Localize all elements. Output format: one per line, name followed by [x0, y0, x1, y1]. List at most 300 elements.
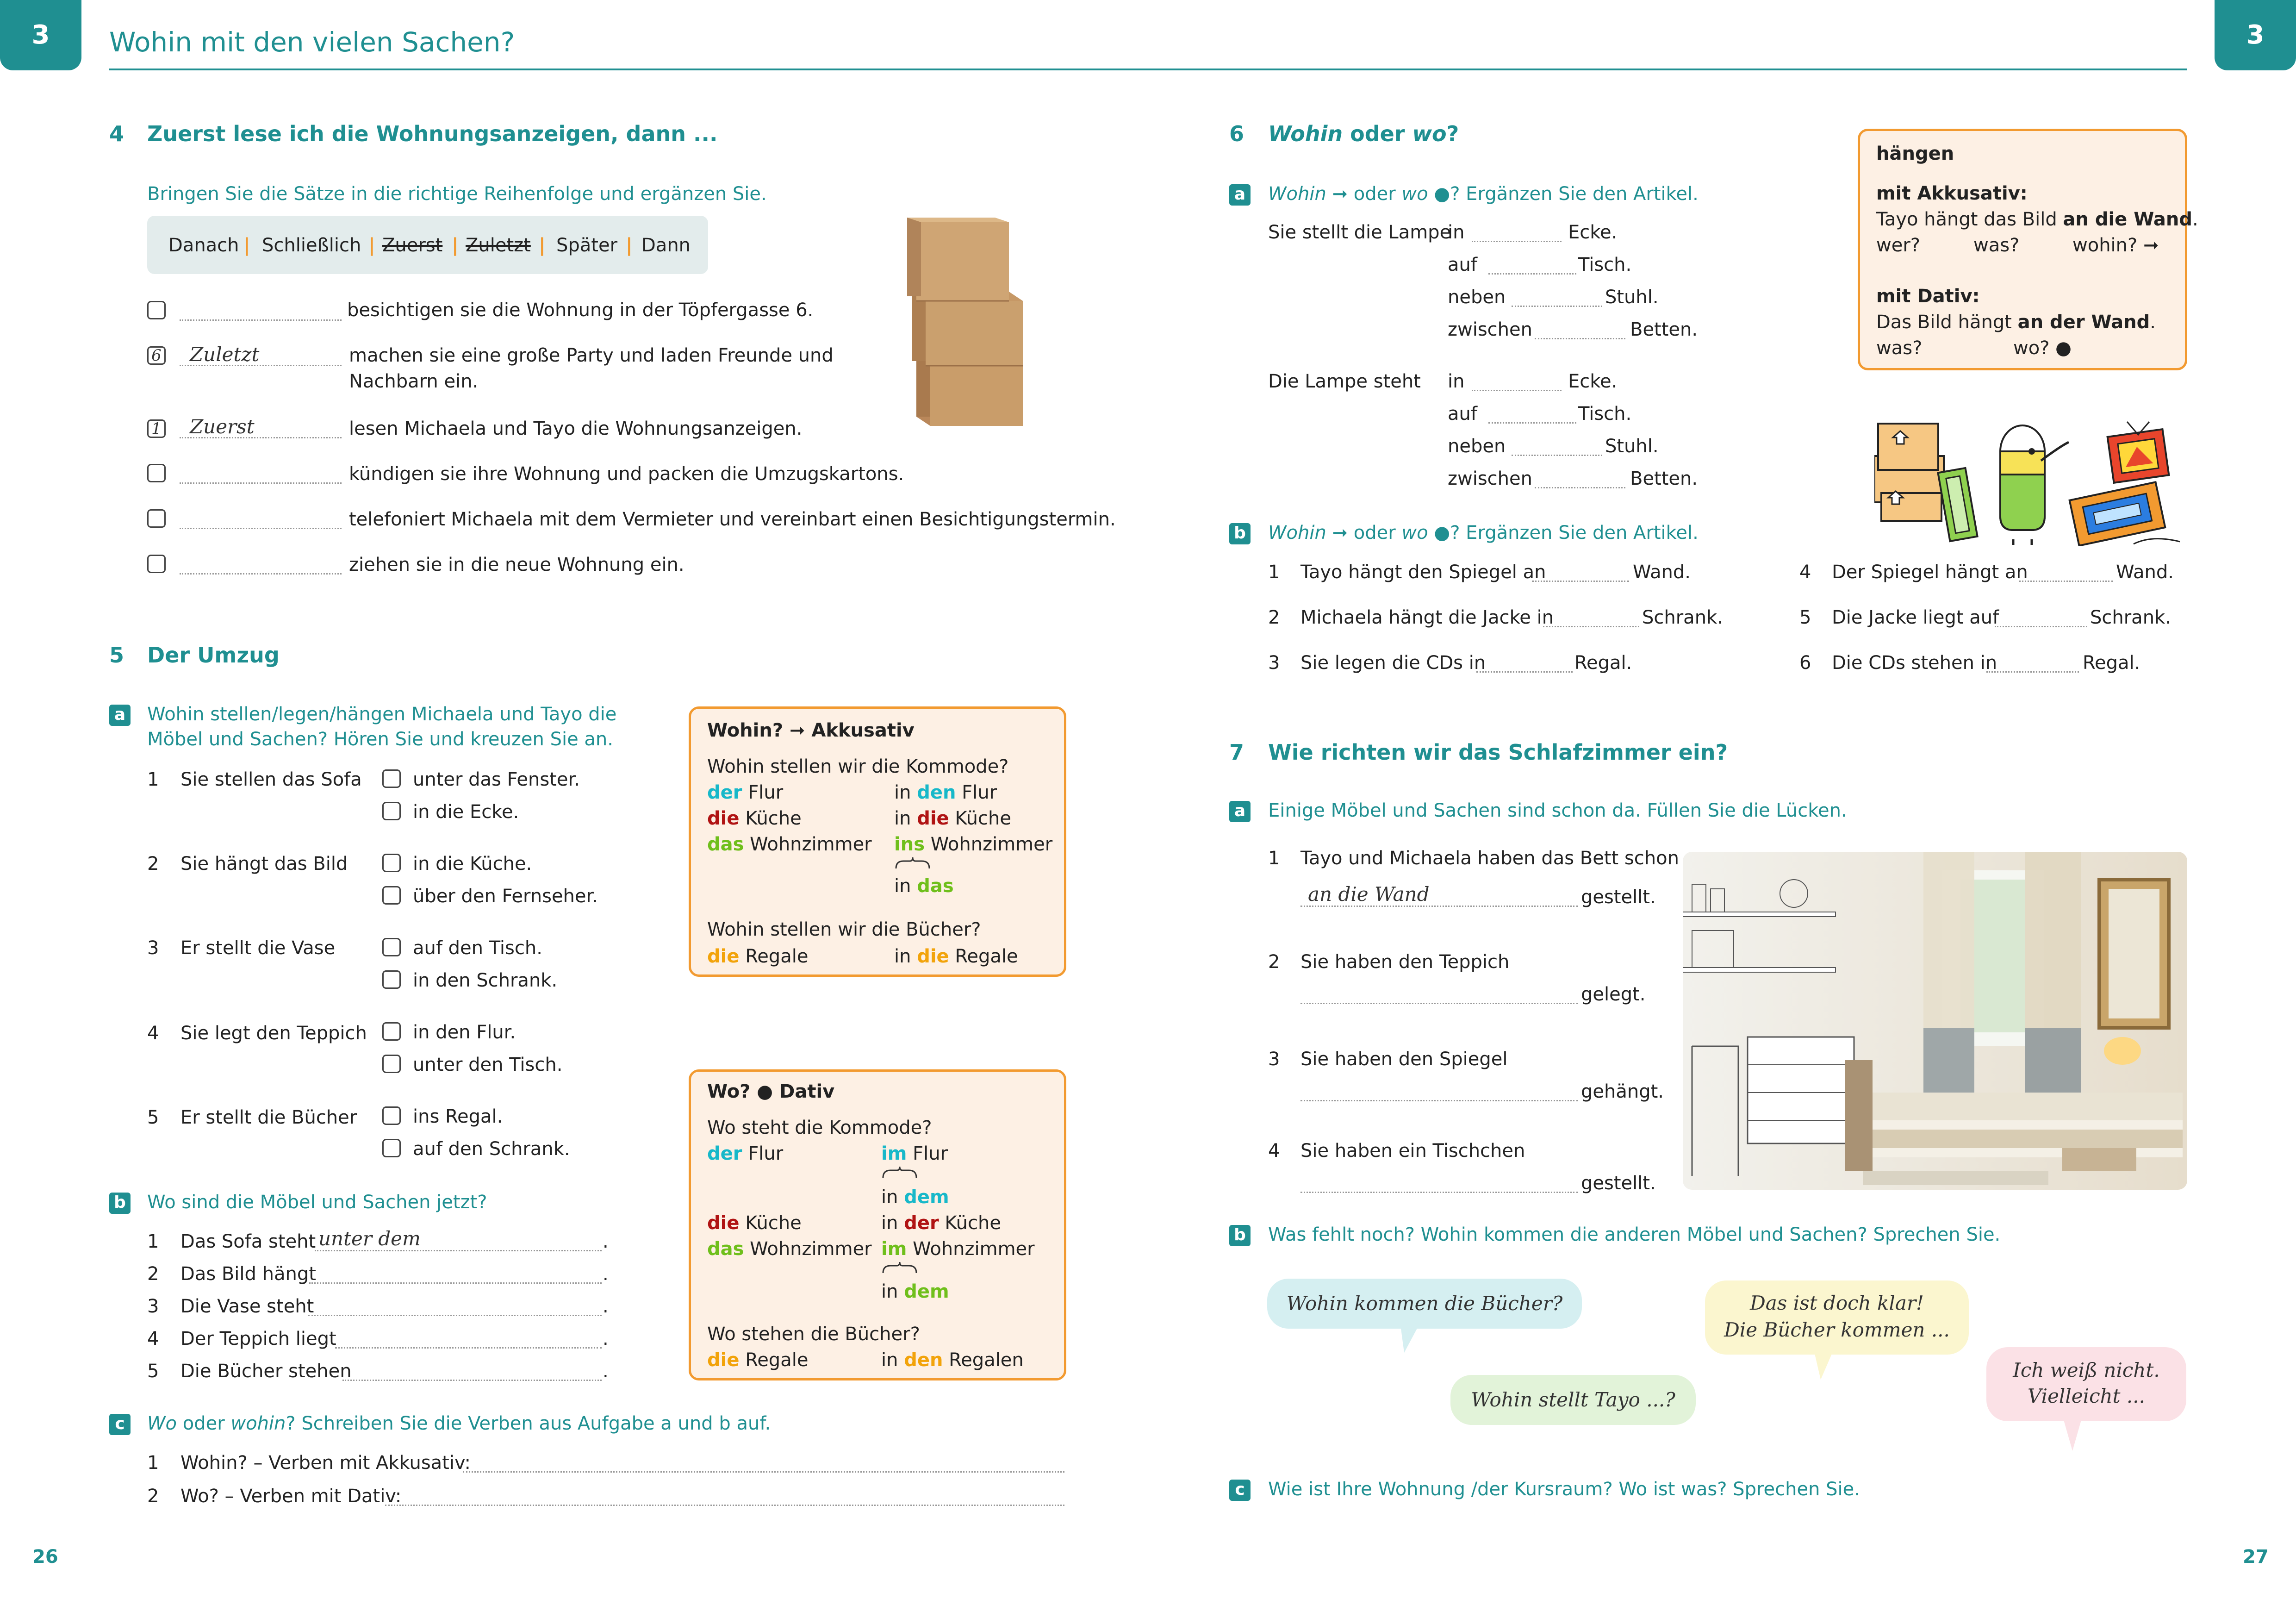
bubble-2-line-1: Das ist doch klar!: [1750, 1292, 1924, 1314]
article-den: den: [904, 1349, 943, 1371]
ex4-item-text: kündigen sie ihre Wohnung und packen die Umzugskartons.: [349, 463, 904, 485]
article-die: die: [707, 1212, 740, 1234]
noun: Stuhl.: [1605, 436, 1659, 457]
sentence-part: Tayo hängt das Bild: [1876, 209, 2063, 230]
ex5a-option: in die Ecke.: [413, 801, 519, 823]
ex5b-handwritten-answer: unter dem: [318, 1227, 421, 1250]
dat-question-1: Wo steht die Kommode?: [707, 1117, 932, 1138]
badge-a: a: [1229, 801, 1251, 822]
word-sep: |: [243, 235, 250, 256]
prep: in: [1448, 222, 1465, 243]
page-number-right: 27: [2243, 1546, 2269, 1568]
option-checkbox[interactable]: [382, 970, 401, 989]
noun: Flur: [742, 782, 784, 803]
noun: Ecke.: [1568, 371, 1618, 392]
dat-wo: wo? ●: [2013, 337, 2072, 359]
badge-a: a: [1229, 184, 1251, 206]
option-checkbox[interactable]: [382, 1139, 401, 1157]
prep: in: [894, 808, 917, 829]
badge-b: b: [1229, 523, 1251, 544]
order-checkbox[interactable]: [147, 509, 166, 528]
article-den: den: [917, 782, 956, 803]
ex7c-instruction: Wie ist Ihre Wohnung /der Kursraum? Wo ist was? Sprechen Sie.: [1268, 1479, 1860, 1500]
ex6b-end: Schrank.: [1642, 607, 1723, 628]
answer-line[interactable]: [180, 528, 342, 529]
ex5b-text: Das Bild hängt: [180, 1263, 316, 1285]
noun: Tisch.: [1578, 403, 1632, 425]
haengen-akk-sentence: [1876, 207, 2198, 231]
dat-row-1-right: [881, 1142, 948, 1166]
article-dem: dem: [904, 1281, 949, 1302]
article-der: der: [707, 1143, 742, 1164]
badge-b: b: [109, 1193, 131, 1214]
answer-line[interactable]: [308, 1315, 602, 1316]
option-checkbox[interactable]: [382, 1106, 401, 1125]
option-checkbox[interactable]: [382, 1055, 401, 1073]
noun: Regale: [949, 946, 1018, 967]
akk-plural-right: [894, 944, 1018, 968]
ex5a-item-text: Sie stellen das Sofa: [180, 769, 362, 790]
sentence-part: Das Bild hängt: [1876, 312, 2018, 333]
answer-line[interactable]: [385, 1505, 1064, 1506]
word-zuletzt-struck: Zuletzt: [466, 235, 531, 256]
noun: Küche: [739, 808, 802, 829]
ex5b-text: Der Teppich liegt: [180, 1328, 336, 1349]
dat-question-2: Wo stehen die Bücher?: [707, 1324, 920, 1345]
ex5a-item-num: 5: [147, 1107, 159, 1128]
option-checkbox[interactable]: [382, 938, 401, 956]
akk-expansion: [894, 874, 954, 898]
answer-line[interactable]: [1532, 581, 1629, 582]
chapter-tab-left: 3: [0, 0, 81, 70]
period: .: [603, 1328, 609, 1349]
instruction-rest: ●? Ergänzen Sie den Artikel.: [1428, 183, 1699, 205]
ex7a-num: 3: [1268, 1049, 1280, 1070]
answer-line[interactable]: [315, 1250, 602, 1251]
ex7a-end: gestellt.: [1581, 1173, 1656, 1194]
noun: Ecke.: [1568, 222, 1618, 243]
article-die-plural: die: [707, 946, 740, 967]
ex6a-sentence-2: Die Lampe steht: [1268, 371, 1421, 392]
akk-was: was?: [1973, 235, 2020, 256]
noun: Küche: [939, 1212, 1001, 1234]
answer-line[interactable]: [1512, 306, 1602, 307]
answer-line[interactable]: [309, 1282, 602, 1284]
noun: Flur: [956, 782, 997, 803]
ex6b-end: Wand.: [1633, 562, 1691, 583]
article-die: die: [707, 808, 740, 829]
ex5a-item-text: Sie hängt das Bild: [180, 853, 348, 874]
prep: in: [881, 1349, 904, 1371]
prep: in: [894, 875, 917, 897]
ex6b-end: Schrank.: [2090, 607, 2171, 628]
ex5b-text: Die Bücher stehen: [180, 1361, 352, 1382]
brace-icon: [881, 1261, 918, 1275]
ex5a-option: unter den Tisch.: [413, 1054, 563, 1075]
ex4-number: 4: [109, 121, 124, 146]
article-der: der: [707, 782, 742, 803]
ex5a-option: auf den Tisch.: [413, 937, 542, 959]
prep: in: [894, 946, 917, 967]
haengen-dat-title: mit Dativ:: [1876, 286, 1980, 307]
ex5a-instruction-2: Möbel und Sachen? Hören Sie und kreuzen Sie an.: [147, 729, 613, 750]
prep: in: [881, 1187, 904, 1208]
dat-was: was?: [1876, 337, 1923, 359]
ex4-item-text-cont: Nachbarn ein.: [349, 371, 479, 392]
speech-bubble-3: Wohin stellt Tayo ...?: [1450, 1375, 1696, 1425]
ex6b-text: Michaela hängt die Jacke in: [1300, 607, 1554, 628]
prep: auf: [1448, 403, 1477, 425]
ex7-number: 7: [1229, 740, 1244, 765]
ex4-title: Zuerst lese ich die Wohnungsanzeigen, dann ...: [147, 121, 718, 146]
dat-row-2-left: [707, 1211, 802, 1235]
option-checkbox[interactable]: [382, 1022, 401, 1041]
answer-line[interactable]: [1300, 1192, 1578, 1193]
bubble-4-line-1: Ich weiß nicht.: [2013, 1359, 2160, 1381]
ex5a-option: unter das Fenster.: [413, 769, 580, 790]
answer-line[interactable]: [342, 1380, 602, 1381]
bedroom-photo: [1683, 852, 2187, 1190]
option-checkbox[interactable]: [382, 802, 401, 820]
ex7a-text: Tayo und Michaela haben das Bett schon: [1300, 848, 1679, 869]
ex5c-instruction: [147, 1411, 771, 1436]
bubble-tail: [1814, 1352, 1833, 1380]
ex7a-text: Sie haben ein Tischchen: [1300, 1140, 1525, 1162]
ex5c-num: 2: [147, 1486, 159, 1507]
word-wohin: wohin: [230, 1413, 286, 1434]
answer-line[interactable]: [1300, 906, 1578, 907]
article-der: der: [904, 1212, 939, 1234]
ex7a-end: gestellt.: [1581, 887, 1656, 908]
dat-plural-left: [707, 1348, 808, 1372]
article-dem: dem: [904, 1187, 949, 1208]
word-wohin: Wohin: [1268, 183, 1326, 205]
noun: Tisch.: [1578, 254, 1632, 275]
period: .: [603, 1361, 609, 1382]
sentence-emph: an der Wand: [2017, 312, 2150, 333]
word-oder: oder: [1343, 121, 1412, 146]
contraction-ins: ins: [894, 834, 925, 855]
noun: Regale: [739, 1349, 809, 1371]
answer-line[interactable]: [1472, 390, 1562, 391]
answer-line[interactable]: [1300, 1100, 1578, 1101]
bubble-tail: [2063, 1418, 2082, 1451]
ex6b-end: Wand.: [2116, 562, 2174, 583]
word-danach: Danach: [168, 235, 239, 256]
haengen-title: hängen: [1876, 143, 1954, 164]
speech-bubble-2: [1705, 1280, 1969, 1355]
ex6b-num: 2: [1268, 607, 1280, 628]
answer-line[interactable]: [2019, 581, 2113, 582]
badge-c: c: [109, 1414, 131, 1435]
akk-question-1: Wohin stellen wir die Kommode?: [707, 756, 1009, 777]
option-checkbox[interactable]: [382, 886, 401, 905]
word-dann: Dann: [641, 235, 691, 256]
question-mark: ?: [1446, 121, 1459, 146]
article-die: die: [917, 808, 949, 829]
contraction-im: im: [881, 1143, 907, 1164]
ex5a-item-text: Er stellt die Vase: [180, 937, 336, 959]
ex6-number: 6: [1229, 121, 1244, 146]
dat-row-1-left: [707, 1142, 783, 1166]
dat-expansion-1: [881, 1185, 949, 1209]
ex5a-option: in die Küche.: [413, 853, 532, 874]
period: .: [2150, 312, 2156, 333]
word-wohin: Wohin: [1268, 121, 1343, 146]
bubble-4-line-2: Vielleicht ...: [2028, 1385, 2145, 1407]
noun: Wohnzimmer: [907, 1238, 1035, 1260]
noun: Flur: [742, 1143, 784, 1164]
ex4-item-text: machen sie eine große Party und laden Freunde und: [349, 345, 834, 366]
prep: neben: [1448, 287, 1506, 308]
ex5c-text: Wo? – Verben mit Dativ:: [180, 1486, 402, 1507]
ex6b-text: Die CDs stehen in: [1832, 652, 1997, 674]
noun: Stuhl.: [1605, 287, 1659, 308]
noun: Flur: [907, 1143, 948, 1164]
ex6b-text: Tayo hängt den Spiegel an: [1300, 562, 1546, 583]
ex7a-num: 2: [1268, 951, 1280, 973]
prep: in: [881, 1281, 904, 1302]
answer-line[interactable]: [1986, 671, 2079, 673]
ex6b-end: Regal.: [2083, 652, 2140, 674]
word-sep: |: [626, 235, 633, 256]
ex5-number: 5: [109, 643, 124, 668]
word-wo: wo: [1401, 183, 1428, 205]
ex5b-text: Die Vase steht: [180, 1296, 314, 1317]
answer-line[interactable]: [1488, 273, 1576, 275]
ex4-instruction: Bringen Sie die Sätze in die richtige Reihenfolge und ergänzen Sie.: [147, 183, 767, 205]
dat-expansion-3: [881, 1280, 949, 1304]
ex5b-num: 3: [147, 1296, 159, 1317]
article-die-plural: die: [917, 946, 949, 967]
ex7a-end: gelegt.: [1581, 984, 1646, 1005]
answer-line[interactable]: [1995, 626, 2087, 627]
noun: Wohnzimmer: [925, 834, 1053, 855]
ex5b-num: 1: [147, 1231, 159, 1252]
prep: in: [1448, 371, 1465, 392]
noun: Regalen: [943, 1349, 1024, 1371]
instruction-mid: ➞ oder: [1326, 183, 1402, 205]
answer-line[interactable]: [1476, 671, 1573, 673]
ex6b-num: 4: [1799, 562, 1811, 583]
ex6b-text: Sie legen die CDs in: [1300, 652, 1486, 674]
noun: Wohnzimmer: [744, 834, 872, 855]
answer-line[interactable]: [463, 1471, 1064, 1473]
option-checkbox[interactable]: [382, 854, 401, 872]
ex5a-item-num: 2: [147, 853, 159, 874]
brace-icon: [894, 856, 931, 870]
dat-title: Wo? ● Dativ: [707, 1081, 835, 1102]
ex6a-sentence-1: Sie stellt die Lampe: [1268, 222, 1451, 243]
word-wo: wo: [1401, 522, 1428, 543]
akk-row-2-right: [894, 806, 1011, 831]
ex6b-instruction: [1268, 520, 1699, 545]
prep: zwischen: [1448, 468, 1532, 489]
ex4-handwritten-answer: Zuletzt: [190, 343, 260, 366]
ex7a-num: 1: [1268, 848, 1280, 869]
ex5a-option: auf den Schrank.: [413, 1138, 570, 1160]
answer-line[interactable]: [1535, 338, 1625, 339]
sentence-emph: an die Wand: [2063, 209, 2193, 230]
word-sep: |: [539, 235, 546, 256]
option-checkbox[interactable]: [382, 769, 401, 788]
ex5b-num: 2: [147, 1263, 159, 1285]
akk-question-2: Wohin stellen wir die Bücher?: [707, 919, 981, 940]
ex6-title: [1268, 121, 1459, 146]
ex5a-item-num: 3: [147, 937, 159, 959]
akk-title: Wohin? ➞ Akkusativ: [707, 720, 915, 741]
akk-wer: wer?: [1876, 235, 1920, 256]
article-das: das: [707, 834, 744, 855]
ex5c-text: Wohin? – Verben mit Akkusativ:: [180, 1452, 471, 1474]
ex6b-end: Regal.: [1574, 652, 1632, 674]
ex6b-text: Der Spiegel hängt an: [1832, 562, 2028, 583]
tayo-hanging-picture-illustration: [1874, 419, 2184, 546]
ex7a-handwritten-answer: an die Wand: [1308, 883, 1430, 906]
noun: Betten.: [1630, 319, 1698, 340]
dat-row-3-right: [881, 1237, 1035, 1261]
order-checkbox[interactable]: 1: [147, 419, 166, 438]
ex5-title: Der Umzug: [147, 643, 280, 668]
noun: Regale: [739, 946, 809, 967]
ex5a-option: über den Fernseher.: [413, 886, 598, 907]
answer-line[interactable]: [1543, 626, 1639, 627]
speech-bubble-1: Wohin kommen die Bücher?: [1267, 1279, 1582, 1329]
order-checkbox[interactable]: 6: [147, 346, 166, 365]
article-das: das: [917, 875, 954, 897]
dat-row-2-right: [881, 1211, 1001, 1235]
article-das: das: [707, 1238, 744, 1260]
order-checkbox[interactable]: [147, 464, 166, 482]
prep: neben: [1448, 436, 1506, 457]
akk-row-1-right: [894, 781, 997, 805]
ex7a-text: Sie haben den Spiegel: [1300, 1049, 1508, 1070]
answer-line[interactable]: [1472, 241, 1562, 242]
ex5a-option: in den Flur.: [413, 1022, 516, 1043]
ex6b-num: 6: [1799, 652, 1811, 674]
dat-row-3-left: [707, 1237, 872, 1261]
answer-line[interactable]: [335, 1347, 602, 1349]
instruction-rest: ●? Ergänzen Sie den Artikel.: [1428, 522, 1699, 543]
order-checkbox[interactable]: [147, 301, 166, 319]
speech-bubble-4: [1986, 1347, 2186, 1421]
word-spaeter: Später: [556, 235, 618, 256]
order-checkbox[interactable]: [147, 555, 166, 573]
answer-line[interactable]: [180, 319, 342, 321]
brace-icon: [881, 1166, 918, 1180]
badge-a: a: [109, 705, 131, 726]
ex6b-text: Die Jacke liegt auf: [1832, 607, 1999, 628]
answer-line[interactable]: [1535, 487, 1625, 488]
prep: auf: [1448, 254, 1477, 275]
ex5a-item-text: Er stellt die Bücher: [180, 1107, 357, 1128]
akk-wohin: wohin? ➞: [2072, 235, 2159, 256]
ex5a-option: in den Schrank.: [413, 970, 558, 991]
cardboard-boxes-illustration: [902, 213, 1041, 431]
prep: in: [894, 782, 917, 803]
ex7-title: Wie richten wir das Schlafzimmer ein?: [1268, 740, 1728, 765]
ex7b-instruction: Was fehlt noch? Wohin kommen die anderen Möbel und Sachen? Sprechen Sie.: [1268, 1224, 2001, 1245]
bubble-tail: [1400, 1325, 1419, 1353]
ex4-item-text: telefoniert Michaela mit dem Vermieter und vereinbart einen Besichtigungstermin.: [349, 509, 1116, 530]
page-number-left: 26: [32, 1546, 58, 1568]
ex5b-num: 5: [147, 1361, 159, 1382]
word-oder: oder: [177, 1413, 231, 1434]
answer-line[interactable]: [180, 573, 342, 575]
unit-title: Wohin mit den vielen Sachen?: [109, 26, 515, 58]
ex5b-text: Das Sofa steht: [180, 1231, 316, 1252]
akk-plural-left: [707, 944, 808, 968]
word-zuerst-struck: Zuerst: [382, 235, 443, 256]
badge-b: b: [1229, 1225, 1251, 1246]
period: .: [2192, 209, 2198, 230]
word-sep: |: [368, 235, 375, 256]
noun: Küche: [739, 1212, 802, 1234]
ex7a-end: gehängt.: [1581, 1081, 1664, 1102]
ex4-handwritten-answer: Zuerst: [190, 415, 255, 438]
answer-line[interactable]: [1488, 422, 1576, 424]
akk-row-2-left: [707, 806, 802, 831]
answer-line[interactable]: [1512, 455, 1602, 456]
ex5b-instruction: Wo sind die Möbel und Sachen jetzt?: [147, 1192, 487, 1213]
ex5a-item-num: 1: [147, 769, 159, 790]
ex5b-num: 4: [147, 1328, 159, 1349]
ex6b-num: 1: [1268, 562, 1280, 583]
ex4-item-text: besichtigen sie die Wohnung in der Töpfergasse 6.: [347, 300, 814, 321]
chapter-tab-right: 3: [2215, 0, 2296, 70]
contraction-im: im: [881, 1238, 907, 1260]
ex5a-item-text: Sie legt den Teppich: [180, 1023, 367, 1044]
word-wo: wo: [1412, 121, 1447, 146]
ex5c-num: 1: [147, 1452, 159, 1474]
akk-row-3-right: [894, 832, 1052, 856]
ex6a-instruction: [1268, 181, 1699, 206]
ex7a-text: Sie haben den Teppich: [1300, 951, 1510, 973]
ex5a-instruction-1: Wohin stellen/legen/hängen Michaela und Tayo die: [147, 704, 617, 725]
ex4-item-text: lesen Michaela und Tayo die Wohnungsanzeigen.: [349, 418, 803, 439]
word-wohin: Wohin: [1268, 522, 1326, 543]
haengen-dat-sentence: [1876, 310, 2156, 334]
period: .: [603, 1231, 609, 1252]
dat-plural-right: [881, 1348, 1024, 1372]
ex7a-num: 4: [1268, 1140, 1280, 1162]
answer-line[interactable]: [180, 482, 342, 484]
ex5a-option: ins Regal.: [413, 1106, 503, 1127]
period: .: [603, 1296, 609, 1317]
word-schliesslich: Schließlich: [262, 235, 361, 256]
ex6b-num: 5: [1799, 607, 1811, 628]
answer-line[interactable]: [1300, 1003, 1578, 1004]
prep: zwischen: [1448, 319, 1532, 340]
noun: Wohnzimmer: [744, 1238, 872, 1260]
noun: Küche: [949, 808, 1011, 829]
badge-c: c: [1229, 1480, 1251, 1501]
article-die-plural: die: [707, 1349, 740, 1371]
haengen-akk-title: mit Akkusativ:: [1876, 183, 2028, 204]
instruction-mid: ➞ oder: [1326, 522, 1402, 543]
ex4-item-text: ziehen sie in die neue Wohnung ein.: [349, 554, 684, 575]
word-sep: |: [452, 235, 459, 256]
akk-row-1-left: [707, 781, 783, 805]
bubble-2-line-2: Die Bücher kommen ...: [1724, 1318, 1950, 1341]
instruction-rest: ? Schreiben Sie die Verben aus Aufgabe a und b auf.: [286, 1413, 771, 1434]
akk-row-3-left: [707, 832, 872, 856]
prep: in: [881, 1212, 904, 1234]
ex6b-num: 3: [1268, 652, 1280, 674]
period: .: [603, 1263, 609, 1285]
header-rule: [109, 69, 2187, 70]
word-wo: Wo: [147, 1413, 177, 1434]
